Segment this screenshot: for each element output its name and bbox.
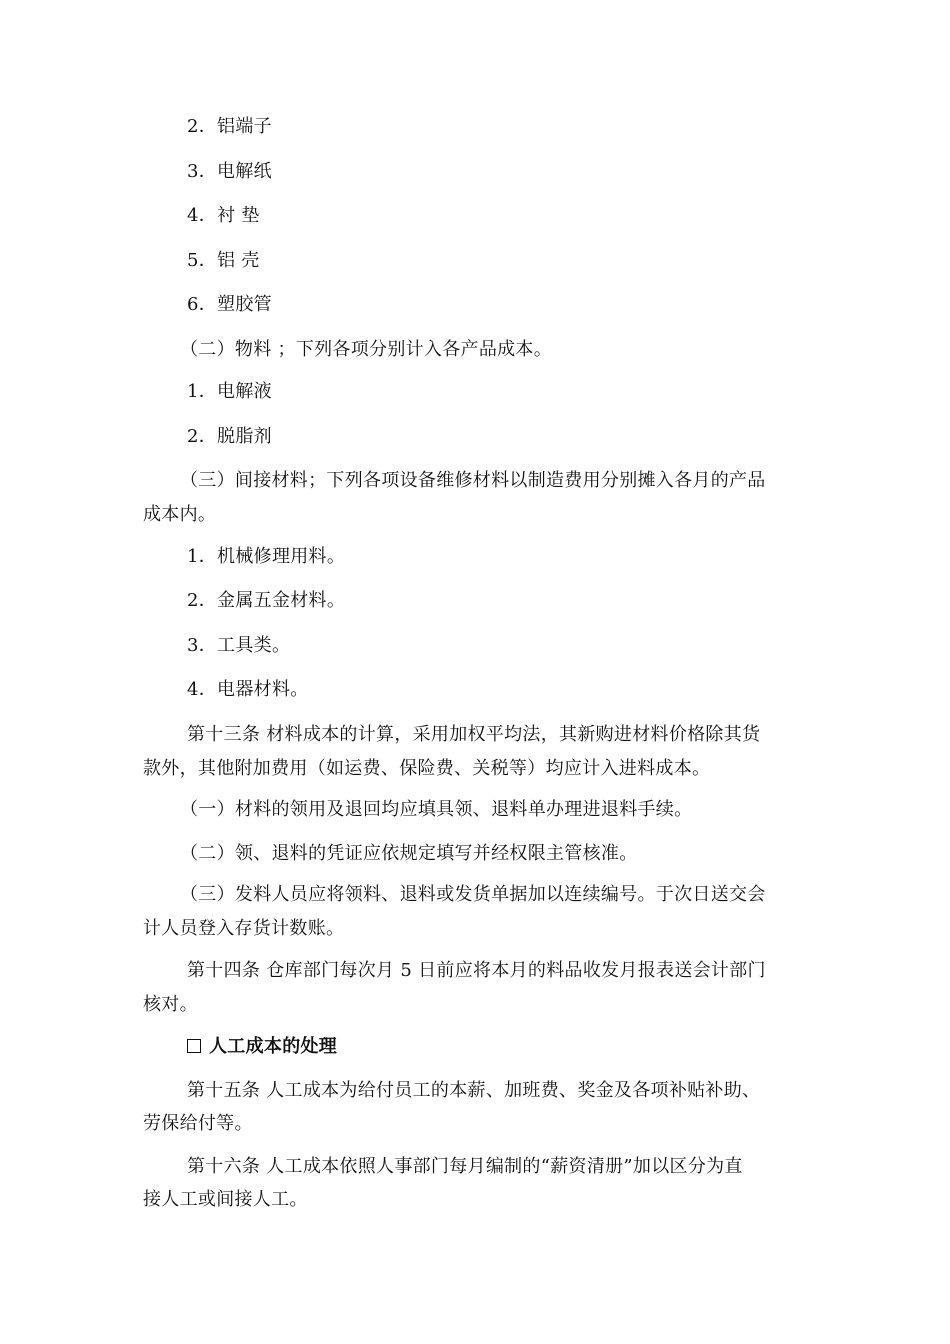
section-subheading: （二）物料 ；下列各项分别计入各产品成本。 [180, 339, 553, 360]
list-item: 3．工具类。 [187, 635, 291, 656]
paragraph-line: （三）间接材料；下列各项设备维修材料以制造费用分别摊入各月的产品 [180, 470, 766, 491]
list-item: 2．金属五金材料。 [187, 590, 346, 611]
paragraph-line: （一）材料的领用及退回均应填具领、退料单办理进退料手续。 [180, 799, 693, 820]
article-paragraph-line: 接人工或间接人工。 [143, 1189, 308, 1210]
paragraph-line: 成本内。 [143, 504, 217, 525]
list-item: 3．电解纸 [187, 161, 272, 182]
article-paragraph-line: 款外，其他附加费用（如运费、保险费、关税等）均应计入进料成本。 [143, 758, 711, 779]
section-heading [187, 1036, 813, 1058]
list-item: 1．电解液 [187, 381, 272, 402]
article-paragraph-line: 劳保给付等。 [143, 1113, 253, 1134]
list-item: 5．铝 壳 [187, 250, 260, 271]
paragraph-line: （二）领、退料的凭证应依规定填写并经权限主管核准。 [180, 843, 638, 864]
list-item: 4．衬 垫 [187, 205, 260, 226]
article-paragraph-line: 第十五条 人工成本为给付员工的本薪、加班费、奖金及各项补贴补助、 [187, 1080, 761, 1101]
paragraph-line: （三）发料人员应将领料、退料或发货单据加以连续编号。于次日送交会 [180, 884, 766, 905]
list-item: 4．电器材料。 [187, 679, 309, 700]
paragraph-line: 计人员登入存货计数账。 [143, 918, 345, 939]
article-paragraph-line: 核对。 [143, 994, 198, 1015]
list-item: 2．铝端子 [187, 116, 272, 137]
list-item: 1．机械修理用料。 [187, 546, 346, 567]
article-paragraph-line: 第十四条 仓库部门每次月 5 日前应将本月的料品收发月报表送会计部门 [187, 960, 766, 981]
list-item: 6．塑胶管 [187, 294, 272, 315]
section-heading-label: 人工成本的处理 [209, 1036, 338, 1057]
article-paragraph-line: 第十三条 材料成本的计算，采用加权平均法，其新购进材料价格除其货 [187, 724, 761, 745]
list-item: 2．脱脂剂 [187, 426, 272, 447]
checkbox-square-icon [187, 1039, 201, 1053]
article-paragraph-line: 第十六条 人工成本依照人事部门每月编制的“薪资清册”加以区分为直 [187, 1156, 743, 1177]
